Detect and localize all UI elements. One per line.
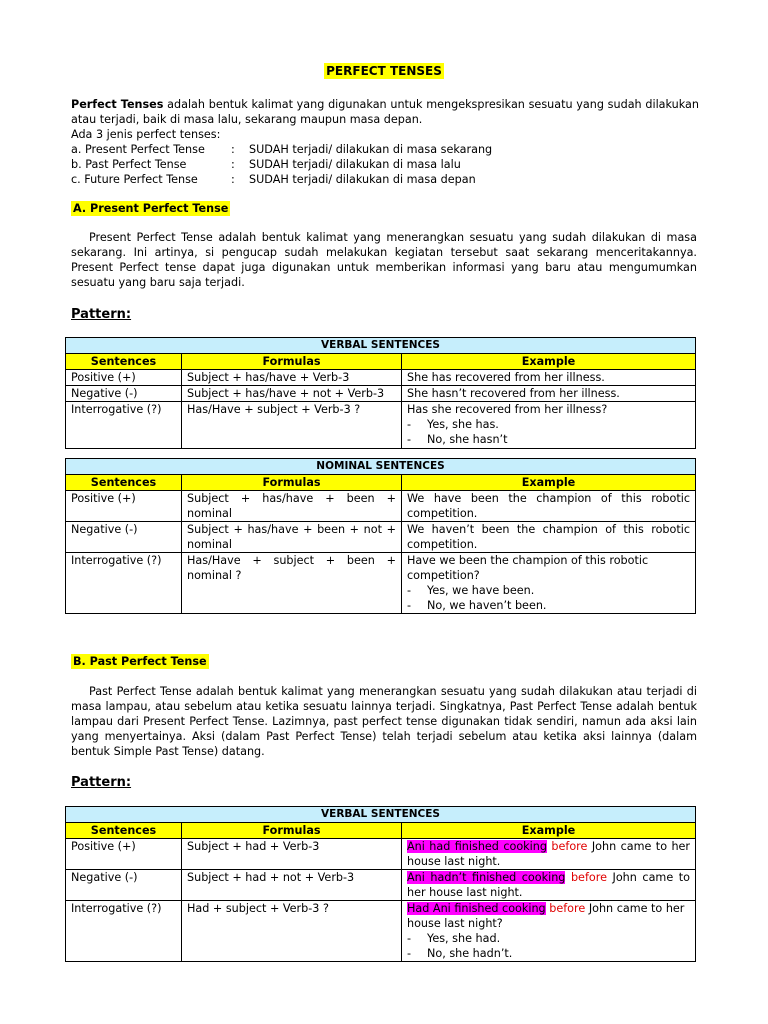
table-title: NOMINAL SENTENCES <box>66 459 696 475</box>
section-a-heading: A. Present Perfect Tense <box>73 202 229 215</box>
column-header: Formulas <box>182 823 402 839</box>
section-b-heading: B. Past Perfect Tense <box>73 655 207 668</box>
table-row: Positive (+) Subject + had + Verb-3 Ani had finished cooking before John came to her house last night. <box>66 839 696 870</box>
column-header: Example <box>402 475 696 491</box>
column-header: Sentences <box>66 354 182 370</box>
column-header: Example <box>402 354 696 370</box>
list-item: b. Past Perfect Tense : SUDAH terjadi/ dilakukan di masa lalu <box>71 158 461 171</box>
past-verbal-table <box>65 806 696 962</box>
table-title: VERBAL SENTENCES <box>66 807 696 823</box>
intro-count-line: Ada 3 jenis perfect tenses: <box>71 128 221 141</box>
column-header: Sentences <box>66 475 182 491</box>
list-item: a. Present Perfect Tense : SUDAH terjadi/ dilakukan di masa sekarang <box>71 143 493 156</box>
table-row: Negative (-) Subject + had + not + Verb-3 Ani hadn’t finished cooking before John came to her house last night. <box>66 870 696 901</box>
table-row: Interrogative (?) Had + subject + Verb-3 ? Had Ani finished cooking before John came to her house last night? - Yes, she had. - No, she hadn’t. <box>66 901 696 962</box>
section-a-pattern-label: Pattern: <box>71 307 132 322</box>
answer-list: - Yes, she has. - No, she hasn’t <box>407 417 690 447</box>
page-title: PERFECT TENSES <box>326 64 442 78</box>
section-b-pattern-label: Pattern: <box>71 775 132 790</box>
table-row: Negative (-) Subject + has/have + been + not + nominal We haven’t been the champion of this robotic competition. <box>66 522 696 553</box>
present-verbal-table <box>65 337 696 449</box>
column-header: Formulas <box>182 354 402 370</box>
table-row: Positive (+) Subject + has/have + Verb-3 She has recovered from her illness. <box>66 370 696 386</box>
answer-list: - Yes, we have been. - No, we haven’t been. <box>407 583 690 613</box>
list-item: c. Future Perfect Tense : SUDAH terjadi/ dilakukan di masa depan <box>71 173 476 186</box>
present-nominal-table <box>65 458 696 614</box>
table-row: Negative (-) Subject + has/have + not + Verb-3 She hasn’t recovered from her illness. <box>66 386 696 402</box>
section-a-paragraph: Present Perfect Tense adalah bentuk kalimat yang menerangkan sesuatu yang sudah dilakukan di masa sekarang. Ini artinya, si pengucap sudah melakukan kegiatan tersebut saat sekarang menceritakannya. Present Perfect tense dapat juga digunakan untuk memberikan informasi yang baru atau mengumumkan sesuatu yang baru saja terjadi. <box>71 231 697 289</box>
table-row: Positive (+) Subject + has/have + been + nominal We have been the champion of this robotic competition. <box>66 491 696 522</box>
answer-list: - Yes, she had. - No, she hadn’t. <box>407 931 690 961</box>
column-header: Example <box>402 823 696 839</box>
column-header: Sentences <box>66 823 182 839</box>
intro-block <box>71 97 699 187</box>
table-title: VERBAL SENTENCES <box>66 338 696 354</box>
column-header: Formulas <box>182 475 402 491</box>
intro-paragraph: Perfect Tenses adalah bentuk kalimat yang digunakan untuk mengekspresikan sesuatu yang sudah dilakukan atau terjadi, baik di masa lalu, sekarang maupun masa depan. <box>71 98 699 126</box>
table-row: Interrogative (?) Has/Have + subject + Verb-3 ? Has she recovered from her illness? - Yes, she has. - No, she hasn’t <box>66 402 696 449</box>
section-b-paragraph: Past Perfect Tense adalah bentuk kalimat yang menerangkan sesuatu yang sudah dilakukan atau terjadi di masa lampau, atau sebelum atau ketika sesuatu lainnya terjadi. Singkatnya, Past Perfect Tense adalah bentuk lampau dari Present Perfect Tense. Lazimnya, past perfect tense digunakan tidak sendiri, namun ada aksi lain yang menyertainya. Aksi (dalam Past Perfect Tense) telah terjadi sebelum atau ketika aksi lainnya (dalam bentuk Simple Past Tense) datang. <box>71 685 697 758</box>
table-row: Interrogative (?) Has/Have + subject + been + nominal ? Have we been the champion of this robotic competition? - Yes, we have been. - No, we haven’t been. <box>66 553 696 614</box>
